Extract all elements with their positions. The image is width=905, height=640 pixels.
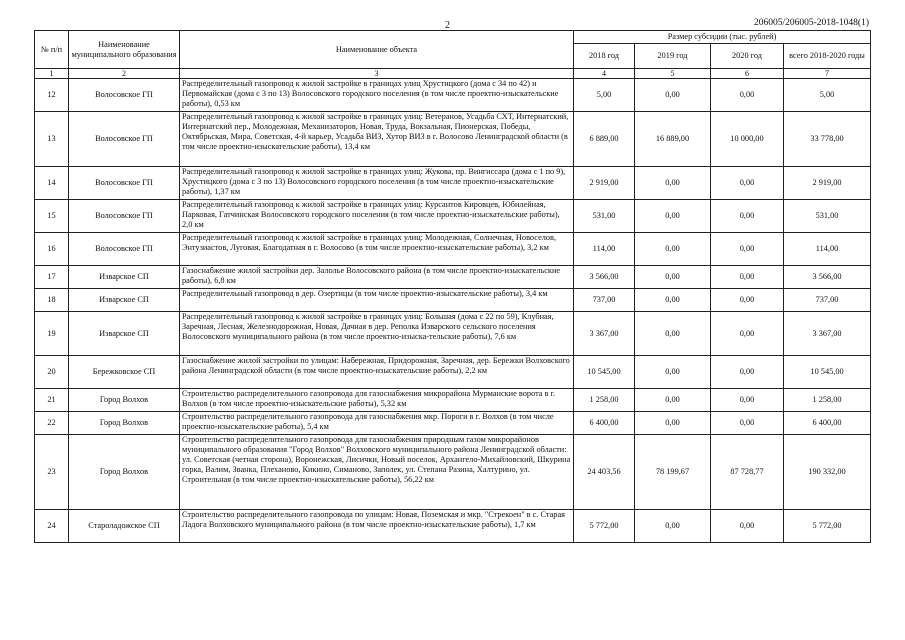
row-2018: 3 367,00 [574,312,635,356]
row-municipality: Изварское СП [69,266,180,289]
row-municipality: Город Волхов [69,389,180,412]
table-row [35,112,871,167]
row-number: 13 [35,112,69,167]
row-2018: 6 889,00 [574,112,635,167]
row-2020: 0,00 [711,266,784,289]
row-total: 33 778,00 [784,112,871,167]
row-number: 15 [35,200,69,233]
row-object: Распределительный газопровод к жилой застройке в границах улиц: Ветеранов, Усадьба СХТ, Интернатский, Интернатский пер., Молодежная, Механизаторов, Новая, Труда, Вокзальная, Пионерская, Победы, Октябрьская, Мира, Советская, 4-й карьер, Усадьба ВИЗ, Хутор ВИЗ в г. Волосово Ленинградской области (в том числе проектно-изыскательские работы), 13,4 км [180,112,574,167]
table-row [35,266,871,289]
row-municipality: Волосовское ГП [69,112,180,167]
table-row [35,289,871,312]
row-number: 12 [35,79,69,112]
row-2019: 0,00 [635,510,711,543]
document-id: 206005/206005-2018-1048(1) [753,18,869,28]
header-municipality: Наименование муниципального образования [69,31,180,69]
row-number: 16 [35,233,69,266]
row-2020: 0,00 [711,79,784,112]
row-2019: 0,00 [635,167,711,200]
header-2019: 2019 год [635,44,711,69]
row-object: Распределительный газопровод к жилой застройке в границах улиц: Курсантов Кировцев, Юбилейная, Парковая, Гатчинская Волосовского городского поселения (в том числе проектно-изыскательские работы), 2,0 км [180,200,574,233]
row-number: 18 [35,289,69,312]
row-2020: 0,00 [711,312,784,356]
table-row [35,200,871,233]
row-object: Распределительный газопровод к жилой застройке в границах улиц: Молодежная, Солнечная, Новоселов, Энтузиастов, Луговая, Благодатная в г. Волосово (в том числе проектно-изыскательские работы), 3,2 км [180,233,574,266]
row-total: 5 772,00 [784,510,871,543]
row-total: 3 367,00 [784,312,871,356]
row-2019: 0,00 [635,312,711,356]
row-municipality: Волосовское ГП [69,200,180,233]
column-index: 3 [180,69,574,79]
row-2018: 24 403,56 [574,435,635,510]
header-2018: 2018 год [574,44,635,69]
header-object: Наименование объекта [180,31,574,69]
row-object: Распределительный газопровод в дер. Озертицы (в том числе проектно-изыскательские работы), 3,4 км [180,289,574,312]
row-municipality: Староладожское СП [69,510,180,543]
row-object: Строительство распределительного газопровода для газоснабжения мкр. Пороги в г. Волхов (в том числе проектно-изыскательские работы), 5,4 км [180,412,574,435]
row-municipality: Волосовское ГП [69,79,180,112]
row-total: 737,00 [784,289,871,312]
header-num: № п/п [35,31,69,69]
row-2019: 16 889,00 [635,112,711,167]
row-municipality: Изварское СП [69,312,180,356]
row-total: 1 258,00 [784,389,871,412]
column-index: 6 [711,69,784,79]
row-2020: 0,00 [711,389,784,412]
row-municipality: Город Волхов [69,412,180,435]
row-object: Строительство распределительного газопровода для газоснабжения природным газом микрорайонов муниципального образования "Город Волхов" Волховского муниципального района Ленинградской области: ул. Советская (четная сторона), Воронежская, Лисички, Новый поселок, Архангело-Михайловский, Шкурина горка, Валим, Званка, Плеханово, Кикино, Симаново, Заполек, ул. Степана Разина, Халтурино, ул. Строительная (в том числе проектно-изыскательские работы), 56,22 км [180,435,574,510]
row-object: Распределительный газопровод к жилой застройке в границах улиц: Большая (дома с 22 по 59), Клубная, Заречная, Лесная, Железнодорожная, Новая, Дачная в дер. Реполка Изварского сельского поселения Волосовского муниципального района (в том числе проектно-изыска-тельские работы), 7,6 км [180,312,574,356]
row-municipality: Изварское СП [69,289,180,312]
row-municipality: Город Волхов [69,435,180,510]
table-row [35,389,871,412]
row-total: 6 400,00 [784,412,871,435]
row-number: 20 [35,356,69,389]
row-2019: 0,00 [635,79,711,112]
row-object: Строительство распределительного газопровода для газоснабжения микрорайона Мурманские ворота в г. Волхов (в том числе проектно-изыскательские работы), 5,32 км [180,389,574,412]
row-2018: 737,00 [574,289,635,312]
row-2020: 0,00 [711,167,784,200]
row-2020: 0,00 [711,200,784,233]
table-row [35,510,871,543]
row-municipality: Волосовское ГП [69,167,180,200]
row-number: 23 [35,435,69,510]
row-object: Распределительный газопровод к жилой застройке в границах улиц: Жукова, пр. Вингиссара (дома с 1 по 9), Хрустицкого (дома с 3 по 13) Волосовского городского поселения (в том числе проектно-изыскательские работы), 1,37 км [180,167,574,200]
row-2019: 0,00 [635,412,711,435]
row-2018: 5,00 [574,79,635,112]
table-row [35,412,871,435]
row-object: Строительство распределительного газопровода по улицам: Новая, Поземская и мкр. "Стрекоен" в с. Старая Ладога Волховского муниципального района (в том числе проектно-изыскательские работы), 1,7 км [180,510,574,543]
row-2020: 0,00 [711,510,784,543]
column-index: 4 [574,69,635,79]
row-2020: 87 728,77 [711,435,784,510]
row-2019: 0,00 [635,389,711,412]
row-2020: 0,00 [711,289,784,312]
row-number: 17 [35,266,69,289]
header-2020: 2020 год [711,44,784,69]
row-2019: 0,00 [635,200,711,233]
row-2019: 0,00 [635,233,711,266]
row-2019: 78 199,67 [635,435,711,510]
row-number: 22 [35,412,69,435]
row-2018: 10 545,00 [574,356,635,389]
row-number: 14 [35,167,69,200]
row-2020: 10 000,00 [711,112,784,167]
column-index: 2 [69,69,180,79]
table-row [35,356,871,389]
row-2018: 1 258,00 [574,389,635,412]
subsidy-table [34,30,871,543]
row-total: 114,00 [784,233,871,266]
header-total: всего 2018-2020 годы [784,44,871,69]
row-number: 19 [35,312,69,356]
row-total: 531,00 [784,200,871,233]
row-2020: 0,00 [711,412,784,435]
table-row [35,233,871,266]
row-object: Газоснабжение жилой застройки по улицам: Набережная, Придорожная, Заречная, дер. Бережки Волховского района Ленинградской области (в том числе проектно-изыскательские работы), 2,2 км [180,356,574,389]
row-total: 2 919,00 [784,167,871,200]
column-index-row [35,69,871,79]
table-row [35,312,871,356]
row-2018: 2 919,00 [574,167,635,200]
row-total: 10 545,00 [784,356,871,389]
row-total: 5,00 [784,79,871,112]
column-index: 1 [35,69,69,79]
table-row [35,167,871,200]
row-2018: 114,00 [574,233,635,266]
row-2018: 531,00 [574,200,635,233]
row-municipality: Бережковское СП [69,356,180,389]
row-municipality: Волосовское ГП [69,233,180,266]
row-object: Газоснабжение жилой застройки дер. Залолье Волосовского района (в том числе проектно-изыскательские работы), 6,8 км [180,266,574,289]
row-total: 3 566,00 [784,266,871,289]
header-subsidy-group: Размер субсидии (тыс. рублей) [574,31,871,44]
page-number: 2 [445,20,450,31]
row-2019: 0,00 [635,356,711,389]
row-2018: 5 772,00 [574,510,635,543]
row-number: 24 [35,510,69,543]
row-2020: 0,00 [711,233,784,266]
table-row [35,435,871,510]
row-number: 21 [35,389,69,412]
row-2018: 6 400,00 [574,412,635,435]
row-2020: 0,00 [711,356,784,389]
column-index: 5 [635,69,711,79]
table-row [35,79,871,112]
row-total: 190 332,00 [784,435,871,510]
row-object: Распределительный газопровод к жилой застройке в границах улиц Хрустицкого (дома с 34 по 42) и Первомайская (дома с 3 по 13) Волосовского городского поселения (в том числе проектно-изыскательские работы), 0,53 км [180,79,574,112]
row-2019: 0,00 [635,289,711,312]
row-2019: 0,00 [635,266,711,289]
row-2018: 3 566,00 [574,266,635,289]
column-index: 7 [784,69,871,79]
table-body [35,79,871,543]
